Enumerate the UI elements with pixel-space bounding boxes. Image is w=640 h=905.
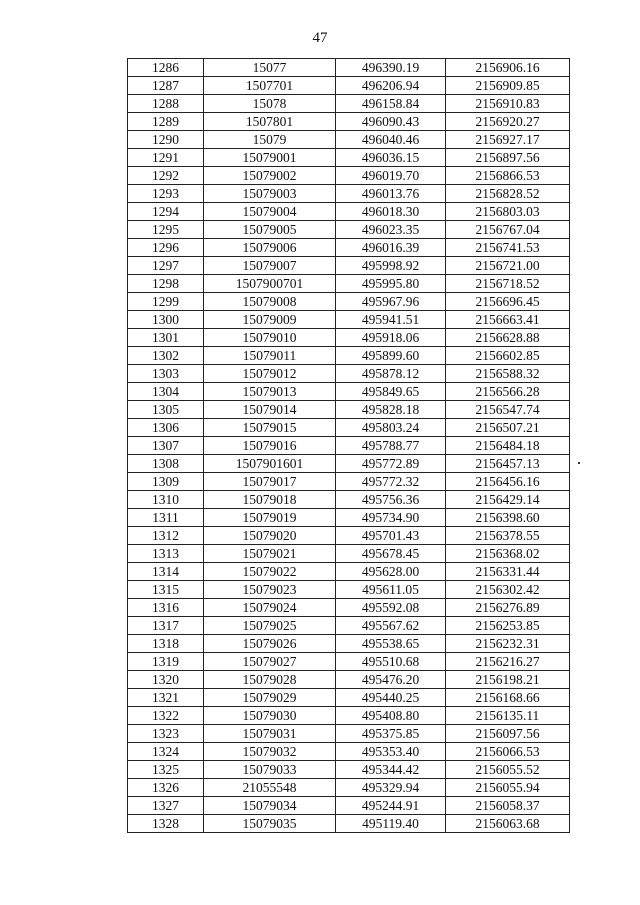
x-coordinate-cell: 495329.94 <box>336 779 446 797</box>
x-coordinate-cell: 495772.32 <box>336 473 446 491</box>
y-coordinate-cell: 2156628.88 <box>446 329 570 347</box>
x-coordinate-cell: 495967.96 <box>336 293 446 311</box>
row-number-cell: 1326 <box>128 779 204 797</box>
point-id-cell: 15079024 <box>204 599 336 617</box>
x-coordinate-cell: 495998.92 <box>336 257 446 275</box>
point-id-cell: 15079013 <box>204 383 336 401</box>
point-id-cell: 21055548 <box>204 779 336 797</box>
table-row <box>128 815 570 833</box>
row-number-cell: 1311 <box>128 509 204 527</box>
y-coordinate-cell: 2156767.04 <box>446 221 570 239</box>
point-id-cell: 15079025 <box>204 617 336 635</box>
y-coordinate-cell: 2156168.66 <box>446 689 570 707</box>
row-number-cell: 1321 <box>128 689 204 707</box>
row-number-cell: 1303 <box>128 365 204 383</box>
x-coordinate-cell: 495878.12 <box>336 365 446 383</box>
table-row <box>128 383 570 401</box>
table-row <box>128 203 570 221</box>
table-row <box>128 149 570 167</box>
table-row <box>128 185 570 203</box>
x-coordinate-cell: 496206.94 <box>336 77 446 95</box>
y-coordinate-cell: 2156803.03 <box>446 203 570 221</box>
row-number-cell: 1307 <box>128 437 204 455</box>
x-coordinate-cell: 495995.80 <box>336 275 446 293</box>
row-number-cell: 1317 <box>128 617 204 635</box>
point-id-cell: 15079035 <box>204 815 336 833</box>
point-id-cell: 15079004 <box>204 203 336 221</box>
y-coordinate-cell: 2156718.52 <box>446 275 570 293</box>
point-id-cell: 15079031 <box>204 725 336 743</box>
table-row <box>128 653 570 671</box>
y-coordinate-cell: 2156331.44 <box>446 563 570 581</box>
row-number-cell: 1302 <box>128 347 204 365</box>
table-row <box>128 563 570 581</box>
x-coordinate-cell: 495611.05 <box>336 581 446 599</box>
row-number-cell: 1298 <box>128 275 204 293</box>
y-coordinate-cell: 2156741.53 <box>446 239 570 257</box>
table-row <box>128 131 570 149</box>
row-number-cell: 1313 <box>128 545 204 563</box>
table-row <box>128 725 570 743</box>
table-row <box>128 581 570 599</box>
row-number-cell: 1300 <box>128 311 204 329</box>
y-coordinate-cell: 2156507.21 <box>446 419 570 437</box>
x-coordinate-cell: 495918.06 <box>336 329 446 347</box>
y-coordinate-cell: 2156276.89 <box>446 599 570 617</box>
row-number-cell: 1324 <box>128 743 204 761</box>
x-coordinate-cell: 495849.65 <box>336 383 446 401</box>
x-coordinate-cell: 495510.68 <box>336 653 446 671</box>
x-coordinate-cell: 495538.65 <box>336 635 446 653</box>
table-row <box>128 617 570 635</box>
row-number-cell: 1327 <box>128 797 204 815</box>
point-id-cell: 1507900701 <box>204 275 336 293</box>
table-row <box>128 509 570 527</box>
y-coordinate-cell: 2156378.55 <box>446 527 570 545</box>
x-coordinate-cell: 496016.39 <box>336 239 446 257</box>
x-coordinate-cell: 496158.84 <box>336 95 446 113</box>
x-coordinate-cell: 495567.62 <box>336 617 446 635</box>
y-coordinate-cell: 2156302.42 <box>446 581 570 599</box>
y-coordinate-cell: 2156547.74 <box>446 401 570 419</box>
row-number-cell: 1310 <box>128 491 204 509</box>
x-coordinate-cell: 495375.85 <box>336 725 446 743</box>
table-row <box>128 239 570 257</box>
table-row <box>128 761 570 779</box>
table-row <box>128 743 570 761</box>
point-id-cell: 15079021 <box>204 545 336 563</box>
point-id-cell: 15079006 <box>204 239 336 257</box>
table-row <box>128 347 570 365</box>
table-row <box>128 671 570 689</box>
x-coordinate-cell: 495772.89 <box>336 455 446 473</box>
point-id-cell: 15078 <box>204 95 336 113</box>
table-row <box>128 113 570 131</box>
y-coordinate-cell: 2156721.00 <box>446 257 570 275</box>
x-coordinate-cell: 496013.76 <box>336 185 446 203</box>
point-id-cell: 15079020 <box>204 527 336 545</box>
point-id-cell: 15079009 <box>204 311 336 329</box>
point-id-cell: 15079017 <box>204 473 336 491</box>
y-coordinate-cell: 2156058.37 <box>446 797 570 815</box>
y-coordinate-cell: 2156866.53 <box>446 167 570 185</box>
row-number-cell: 1305 <box>128 401 204 419</box>
row-number-cell: 1323 <box>128 725 204 743</box>
table-row <box>128 329 570 347</box>
row-number-cell: 1286 <box>128 59 204 77</box>
x-coordinate-cell: 495353.40 <box>336 743 446 761</box>
table-row <box>128 779 570 797</box>
x-coordinate-cell: 496090.43 <box>336 113 446 131</box>
y-coordinate-cell: 2156906.16 <box>446 59 570 77</box>
x-coordinate-cell: 495756.36 <box>336 491 446 509</box>
y-coordinate-cell: 2156055.94 <box>446 779 570 797</box>
coordinates-table-body <box>128 59 570 833</box>
point-id-cell: 1507801 <box>204 113 336 131</box>
point-id-cell: 15079002 <box>204 167 336 185</box>
point-id-cell: 15079032 <box>204 743 336 761</box>
x-coordinate-cell: 496036.15 <box>336 149 446 167</box>
x-coordinate-cell: 495592.08 <box>336 599 446 617</box>
point-id-cell: 15079027 <box>204 653 336 671</box>
y-coordinate-cell: 2156456.16 <box>446 473 570 491</box>
row-number-cell: 1322 <box>128 707 204 725</box>
y-coordinate-cell: 2156566.28 <box>446 383 570 401</box>
y-coordinate-cell: 2156253.85 <box>446 617 570 635</box>
y-coordinate-cell: 2156135.11 <box>446 707 570 725</box>
point-id-cell: 15079011 <box>204 347 336 365</box>
x-coordinate-cell: 495788.77 <box>336 437 446 455</box>
table-row <box>128 257 570 275</box>
x-coordinate-cell: 495119.40 <box>336 815 446 833</box>
x-coordinate-cell: 495803.24 <box>336 419 446 437</box>
point-id-cell: 15079007 <box>204 257 336 275</box>
y-coordinate-cell: 2156663.41 <box>446 311 570 329</box>
y-coordinate-cell: 2156232.31 <box>446 635 570 653</box>
point-id-cell: 15077 <box>204 59 336 77</box>
y-coordinate-cell: 2156696.45 <box>446 293 570 311</box>
y-coordinate-cell: 2156602.85 <box>446 347 570 365</box>
page-number: 47 <box>312 30 328 46</box>
y-coordinate-cell: 2156429.14 <box>446 491 570 509</box>
row-number-cell: 1315 <box>128 581 204 599</box>
point-id-cell: 15079003 <box>204 185 336 203</box>
row-number-cell: 1325 <box>128 761 204 779</box>
point-id-cell: 15079 <box>204 131 336 149</box>
row-number-cell: 1295 <box>128 221 204 239</box>
y-coordinate-cell: 2156368.02 <box>446 545 570 563</box>
y-coordinate-cell: 2156828.52 <box>446 185 570 203</box>
point-id-cell: 15079014 <box>204 401 336 419</box>
table-row <box>128 635 570 653</box>
table-row <box>128 473 570 491</box>
row-number-cell: 1328 <box>128 815 204 833</box>
row-number-cell: 1314 <box>128 563 204 581</box>
point-id-cell: 15079016 <box>204 437 336 455</box>
row-number-cell: 1288 <box>128 95 204 113</box>
table-row <box>128 293 570 311</box>
point-id-cell: 15079023 <box>204 581 336 599</box>
y-coordinate-cell: 2156457.13 <box>446 455 570 473</box>
x-coordinate-cell: 495476.20 <box>336 671 446 689</box>
point-id-cell: 1507701 <box>204 77 336 95</box>
point-id-cell: 15079010 <box>204 329 336 347</box>
table-row <box>128 221 570 239</box>
point-id-cell: 15079008 <box>204 293 336 311</box>
row-number-cell: 1308 <box>128 455 204 473</box>
y-coordinate-cell: 2156055.52 <box>446 761 570 779</box>
y-coordinate-cell: 2156066.53 <box>446 743 570 761</box>
table-row <box>128 59 570 77</box>
x-coordinate-cell: 496023.35 <box>336 221 446 239</box>
table-row <box>128 545 570 563</box>
point-id-cell: 15079026 <box>204 635 336 653</box>
table-row <box>128 527 570 545</box>
x-coordinate-cell: 495678.45 <box>336 545 446 563</box>
row-number-cell: 1287 <box>128 77 204 95</box>
y-coordinate-cell: 2156927.17 <box>446 131 570 149</box>
x-coordinate-cell: 495628.00 <box>336 563 446 581</box>
x-coordinate-cell: 495344.42 <box>336 761 446 779</box>
row-number-cell: 1312 <box>128 527 204 545</box>
x-coordinate-cell: 495941.51 <box>336 311 446 329</box>
point-id-cell: 15079001 <box>204 149 336 167</box>
table-row <box>128 365 570 383</box>
table-row <box>128 311 570 329</box>
point-id-cell: 1507901601 <box>204 455 336 473</box>
y-coordinate-cell: 2156198.21 <box>446 671 570 689</box>
row-number-cell: 1291 <box>128 149 204 167</box>
row-number-cell: 1318 <box>128 635 204 653</box>
y-coordinate-cell: 2156216.27 <box>446 653 570 671</box>
point-id-cell: 15079022 <box>204 563 336 581</box>
table-row <box>128 689 570 707</box>
y-coordinate-cell: 2156063.68 <box>446 815 570 833</box>
row-number-cell: 1294 <box>128 203 204 221</box>
row-number-cell: 1309 <box>128 473 204 491</box>
row-number-cell: 1304 <box>128 383 204 401</box>
row-number-cell: 1306 <box>128 419 204 437</box>
point-id-cell: 15079029 <box>204 689 336 707</box>
x-coordinate-cell: 495701.43 <box>336 527 446 545</box>
x-coordinate-cell: 496018.30 <box>336 203 446 221</box>
row-number-cell: 1320 <box>128 671 204 689</box>
table-row <box>128 437 570 455</box>
x-coordinate-cell: 495734.90 <box>336 509 446 527</box>
row-number-cell: 1319 <box>128 653 204 671</box>
row-number-cell: 1316 <box>128 599 204 617</box>
point-id-cell: 15079018 <box>204 491 336 509</box>
table-row <box>128 275 570 293</box>
y-coordinate-cell: 2156484.18 <box>446 437 570 455</box>
x-coordinate-cell: 496019.70 <box>336 167 446 185</box>
table-row <box>128 455 570 473</box>
y-coordinate-cell: 2156897.56 <box>446 149 570 167</box>
coordinates-table <box>127 58 570 833</box>
y-coordinate-cell: 2156097.56 <box>446 725 570 743</box>
x-coordinate-cell: 495408.80 <box>336 707 446 725</box>
table-row <box>128 419 570 437</box>
x-coordinate-cell: 495244.91 <box>336 797 446 815</box>
point-id-cell: 15079033 <box>204 761 336 779</box>
point-id-cell: 15079012 <box>204 365 336 383</box>
table-row <box>128 167 570 185</box>
row-number-cell: 1289 <box>128 113 204 131</box>
row-number-cell: 1292 <box>128 167 204 185</box>
y-coordinate-cell: 2156910.83 <box>446 95 570 113</box>
point-id-cell: 15079030 <box>204 707 336 725</box>
x-coordinate-cell: 495899.60 <box>336 347 446 365</box>
table-row <box>128 77 570 95</box>
table-row <box>128 797 570 815</box>
y-coordinate-cell: 2156398.60 <box>446 509 570 527</box>
stray-dot-mark <box>578 462 580 464</box>
row-number-cell: 1297 <box>128 257 204 275</box>
point-id-cell: 15079015 <box>204 419 336 437</box>
x-coordinate-cell: 495440.25 <box>336 689 446 707</box>
row-number-cell: 1301 <box>128 329 204 347</box>
y-coordinate-cell: 2156909.85 <box>446 77 570 95</box>
row-number-cell: 1290 <box>128 131 204 149</box>
table-row <box>128 491 570 509</box>
point-id-cell: 15079034 <box>204 797 336 815</box>
point-id-cell: 15079019 <box>204 509 336 527</box>
y-coordinate-cell: 2156588.32 <box>446 365 570 383</box>
point-id-cell: 15079005 <box>204 221 336 239</box>
x-coordinate-cell: 496390.19 <box>336 59 446 77</box>
point-id-cell: 15079028 <box>204 671 336 689</box>
table-row <box>128 707 570 725</box>
row-number-cell: 1293 <box>128 185 204 203</box>
table-row <box>128 95 570 113</box>
y-coordinate-cell: 2156920.27 <box>446 113 570 131</box>
row-number-cell: 1296 <box>128 239 204 257</box>
table-row <box>128 599 570 617</box>
row-number-cell: 1299 <box>128 293 204 311</box>
x-coordinate-cell: 495828.18 <box>336 401 446 419</box>
table-row <box>128 401 570 419</box>
x-coordinate-cell: 496040.46 <box>336 131 446 149</box>
